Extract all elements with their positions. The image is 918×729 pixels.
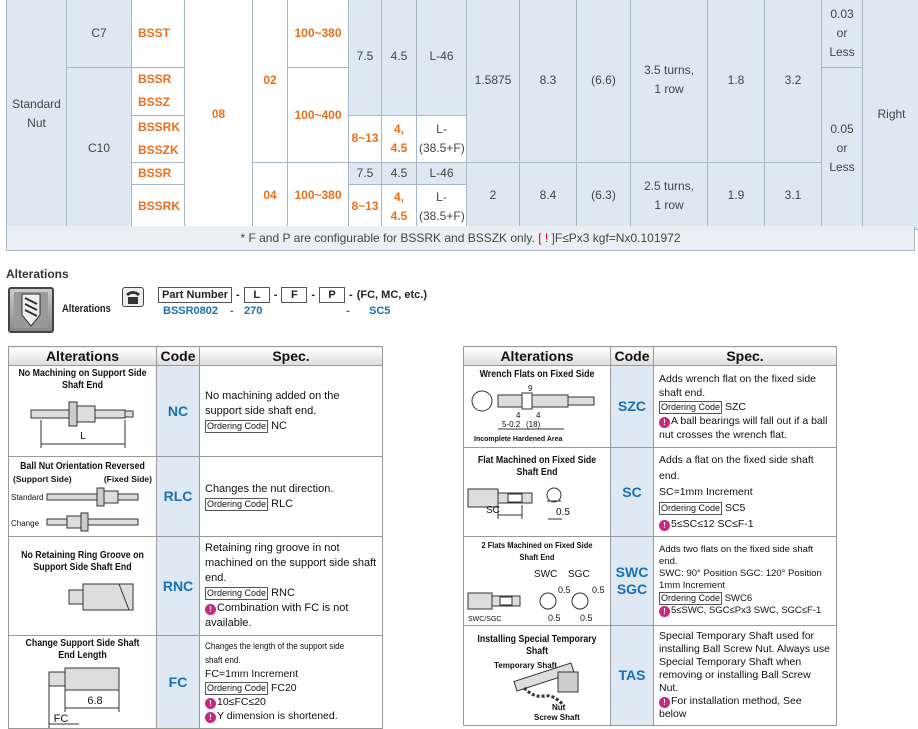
rlc-figure: Ball Nut Orientation Reversed (Support Side) (Fixed Side) Standard Change <box>9 457 157 537</box>
svg-text:5-0.2: 5-0.2 <box>502 420 521 429</box>
code-szc: SZC <box>611 366 654 448</box>
example-pn: BSSR0802 <box>163 305 218 317</box>
spec-rnc: Retaining ring groove in not machined on the support side shaft end. Ordering Code RNC ! Combination with FC is not available. <box>200 537 383 636</box>
code-nc: NC <box>157 366 200 457</box>
coa-2: (6.3) <box>577 162 631 229</box>
svg-text:0.5: 0.5 <box>548 613 561 623</box>
alterations-table-left: Alterations Code Spec. No Machining on Support Side Shaft End L NC No machining added on the support side shaft end. Ordering Code NC Ball Nut Orientation Reversed (Support Side) (Fixed Side) Standard Change RLC Changes the nut direction. Ordering Code RLC No Retaining Ring Groove on Support Side Shaft End RNC Retaining ring groove in not machined on the support side shaft end. Ordering Code RNC ! Combination with FC is not available. Change Support Side Shaft End Length 6.8 FC FC Changes the length of the support side shaft end. FC=1mm Increment Ordering Code FC20 ! 10≤FC≤20 ! Y dimension is shortened. <box>8 346 383 729</box>
spec-sc: Adds a flat on the fixed side shaft end. SC=1mm Increment Ordering Code SC5 ! 5≤SC≤12 SC≤F-1 <box>654 448 837 537</box>
ball-1: 1.5875 <box>467 0 520 162</box>
code-tas: TAS <box>611 626 654 726</box>
r1-1: 7.5 <box>349 0 382 115</box>
r2-3: 4.5 <box>382 162 417 184</box>
turns-2: 2.5 turns, 1 row <box>631 162 708 229</box>
type-bssrk-2: BSSRK <box>132 184 185 229</box>
ex-sep-2: - <box>346 305 350 317</box>
r2-4: 4, 4.5 <box>382 184 417 229</box>
alterations-icon <box>8 287 54 333</box>
warning-icon: ! <box>659 417 670 428</box>
svg-text:4: 4 <box>516 411 521 420</box>
svg-text:L: L <box>80 431 86 442</box>
backlash-1: 0.03 or Less <box>822 0 863 68</box>
svg-text:(18): (18) <box>526 420 541 429</box>
code-sc: SC <box>611 448 654 537</box>
c2-1: 3.2 <box>765 0 822 162</box>
spec-tas: Special Temporary Shaft used for installing Ball Screw Nut. Always use Special Temporary Shaft when removing or installing Ball Screw Nut. ! For installation method, See below <box>654 626 837 726</box>
r2-2: 4, 4.5 <box>382 115 417 162</box>
type-bssr-bssz: BSSR BSSZ <box>132 68 185 115</box>
ca-1: 8.3 <box>520 0 577 162</box>
r1-2: 8~13 <box>349 115 382 162</box>
svg-text:SC: SC <box>486 505 500 516</box>
ca-2: 8.4 <box>520 162 577 229</box>
svg-text:0.5: 0.5 <box>580 613 593 623</box>
f-range-3: 100~380 <box>288 162 349 229</box>
code-swc-sgc: SWC SGC <box>611 537 654 626</box>
turns-1: 3.5 turns, 1 row <box>631 0 708 162</box>
warning-icon: ! <box>205 712 216 723</box>
svg-text:9: 9 <box>528 384 533 393</box>
svg-text:Change: Change <box>11 519 40 528</box>
spec-fc: Changes the length of the support side shaft end. FC=1mm Increment Ordering Code FC20 ! 10≤FC≤20 ! Y dimension is shortened. <box>200 636 383 729</box>
table-note: * F and P are configurable for BSSRK and BSSZK only. [ ! ]F≤Px3 kgf=Nx0.101972 <box>6 226 915 251</box>
c1-2: 1.9 <box>708 162 765 229</box>
alterations-icon-label: Alterations <box>62 303 111 315</box>
code-fc: FC <box>157 636 200 729</box>
warning-icon: ! <box>659 606 670 617</box>
type-bssrk-bsszk: BSSRK BSSZK <box>132 115 185 162</box>
code-rlc: RLC <box>157 457 200 537</box>
coa-1: (6.6) <box>577 0 631 162</box>
example-p: SC5 <box>369 305 390 317</box>
svg-text:6.8: 6.8 <box>87 695 102 707</box>
tas-figure: Installing Special Temporary Shaft Temporary Shaft Nut Screw Shaft <box>464 626 611 726</box>
spec-rlc: Changes the nut direction. Ordering Code RLC <box>200 457 383 537</box>
svg-text:Incomplete Hardened Area: Incomplete Hardened Area <box>474 436 563 443</box>
l-04: 04 <box>253 162 288 229</box>
svg-text:0.5: 0.5 <box>592 585 605 595</box>
spec-szc: Adds wrench flat on the fixed side shaft end. Ordering Code SZC ! A ball bearings will fall out if a ball nut crosses the wrench flat. <box>654 366 837 448</box>
f-box: F <box>281 287 307 303</box>
sc-figure: Flat Machined on Fixed Side Shaft End SC 0.5 <box>464 448 611 537</box>
type-bssr-2: BSSR <box>132 162 185 184</box>
ball-2: 2 <box>467 162 520 229</box>
accuracy-c7: C7 <box>67 0 132 68</box>
nut-type-cell: Standard Nut <box>7 0 67 230</box>
svg-text:0.5: 0.5 <box>556 507 570 518</box>
r3-3: L-46 <box>417 162 467 184</box>
svg-text:4: 4 <box>536 411 541 420</box>
phone-icon <box>122 287 144 307</box>
svg-text:SWC: SWC <box>534 569 557 580</box>
r3-2: L- (38.5+F) <box>417 115 467 162</box>
r1-4: 8~13 <box>349 184 382 229</box>
alterations-title: Alterations <box>6 267 69 281</box>
rnc-figure: No Retaining Ring Groove on Support Side Shaft End <box>9 537 157 636</box>
warning-icon: ! <box>659 520 670 531</box>
p-box: P <box>319 287 345 303</box>
svg-text:Standard: Standard <box>11 493 43 502</box>
svg-text:SGC: SGC <box>568 569 590 580</box>
suffix: (FC, MC, etc.) <box>357 289 427 301</box>
f-range-1: 100~380 <box>288 0 349 68</box>
warning-icon: ! <box>205 698 216 709</box>
warning-icon: ! <box>659 697 670 708</box>
swc-figure: 2 Flats Machined on Fixed Side Shaft End SWC/SGC SWC SGC 0.5 0.5 0.5 0.5 <box>464 537 611 626</box>
svg-text:FC: FC <box>54 713 69 725</box>
c1-1: 1.8 <box>708 0 765 162</box>
spec-swc: Adds two flats on the fixed side shaft end. SWC: 90° Position SGC: 120° Position 1mm Increment Ordering Code SWC6 ! 5≤SWC, SGC≤Px3 SWC, SGC≤F-1 <box>654 537 837 626</box>
svg-text:Nut: Nut <box>552 703 566 712</box>
f-range-2: 100~400 <box>288 68 349 162</box>
r3-4: L- (38.5+F) <box>417 184 467 229</box>
l-box: L <box>244 287 270 303</box>
accuracy-c10: C10 <box>67 68 132 230</box>
alterations-table-right: Alterations Code Spec. Wrench Flats on Fixed Side 9 4 4 5-0.2 (18) Incomplete Hardened Area SZC Adds wrench flat on the fixed side shaft end. Ordering Code SZC ! A ball bearings will fall out if a ball nut crosses the wrench flat. Flat Machined on Fixed Side Shaft End SC 0.5 SC Adds a flat on the fixed side shaft end. SC=1mm Increment Ordering Code SC5 ! 5≤SC≤12 SC≤F-1 2 Flats Machined on Fixed Side Shaft End SWC/SGC SWC SGC 0.5 0.5 0.5 0.5 SWC SGC Adds two flats on the fixed side shaft end. SWC: 90° Position SGC: 120° Position 1mm Increment Ordering Code SWC6 ! 5≤SWC, SGC≤Px3 SWC, SGC≤F-1 Installing Special Temporary Shaft Temporary Shaft Nut Screw Shaft TAS Special Temporary Shaft used for installing Ball Screw Nut. Always use Special Temporary Shaft when removing or installing Ball Screw Nut. ! For installation method, See below <box>463 346 837 726</box>
part-number-format: Part Number - L - F - P - (FC, MC, etc.) <box>158 287 427 303</box>
svg-text:0.5: 0.5 <box>558 585 571 595</box>
example-l: 270 <box>244 305 262 317</box>
l-02: 02 <box>253 0 288 162</box>
r1-3: 7.5 <box>349 162 382 184</box>
warning-icon: ! <box>205 604 216 615</box>
svg-text:SWC/SGC: SWC/SGC <box>468 616 501 623</box>
backlash-2: 0.05 or Less <box>822 68 863 230</box>
type-bsst: BSST <box>132 0 185 68</box>
nc-figure: No Machining on Support Side Shaft End L <box>9 366 157 457</box>
spec-table <box>6 0 918 230</box>
code-rnc: RNC <box>157 537 200 636</box>
r3-1: L-46 <box>417 0 467 115</box>
svg-text:Screw Shaft: Screw Shaft <box>534 713 580 720</box>
part-number-box: Part Number <box>158 287 232 303</box>
spec-nc: No machining added on the support side shaft end. Ordering Code NC <box>200 366 383 457</box>
direction: Right <box>863 0 918 230</box>
szc-figure: Wrench Flats on Fixed Side 9 4 4 5-0.2 (18) Incomplete Hardened Area <box>464 366 611 448</box>
ex-sep-1: - <box>230 305 234 317</box>
d-value: 08 <box>185 0 253 230</box>
svg-text:Temporary Shaft: Temporary Shaft <box>494 661 557 670</box>
c2-2: 3.1 <box>765 162 822 229</box>
fc-figure: Change Support Side Shaft End Length 6.8 FC <box>9 636 157 729</box>
r2-1: 4.5 <box>382 0 417 115</box>
